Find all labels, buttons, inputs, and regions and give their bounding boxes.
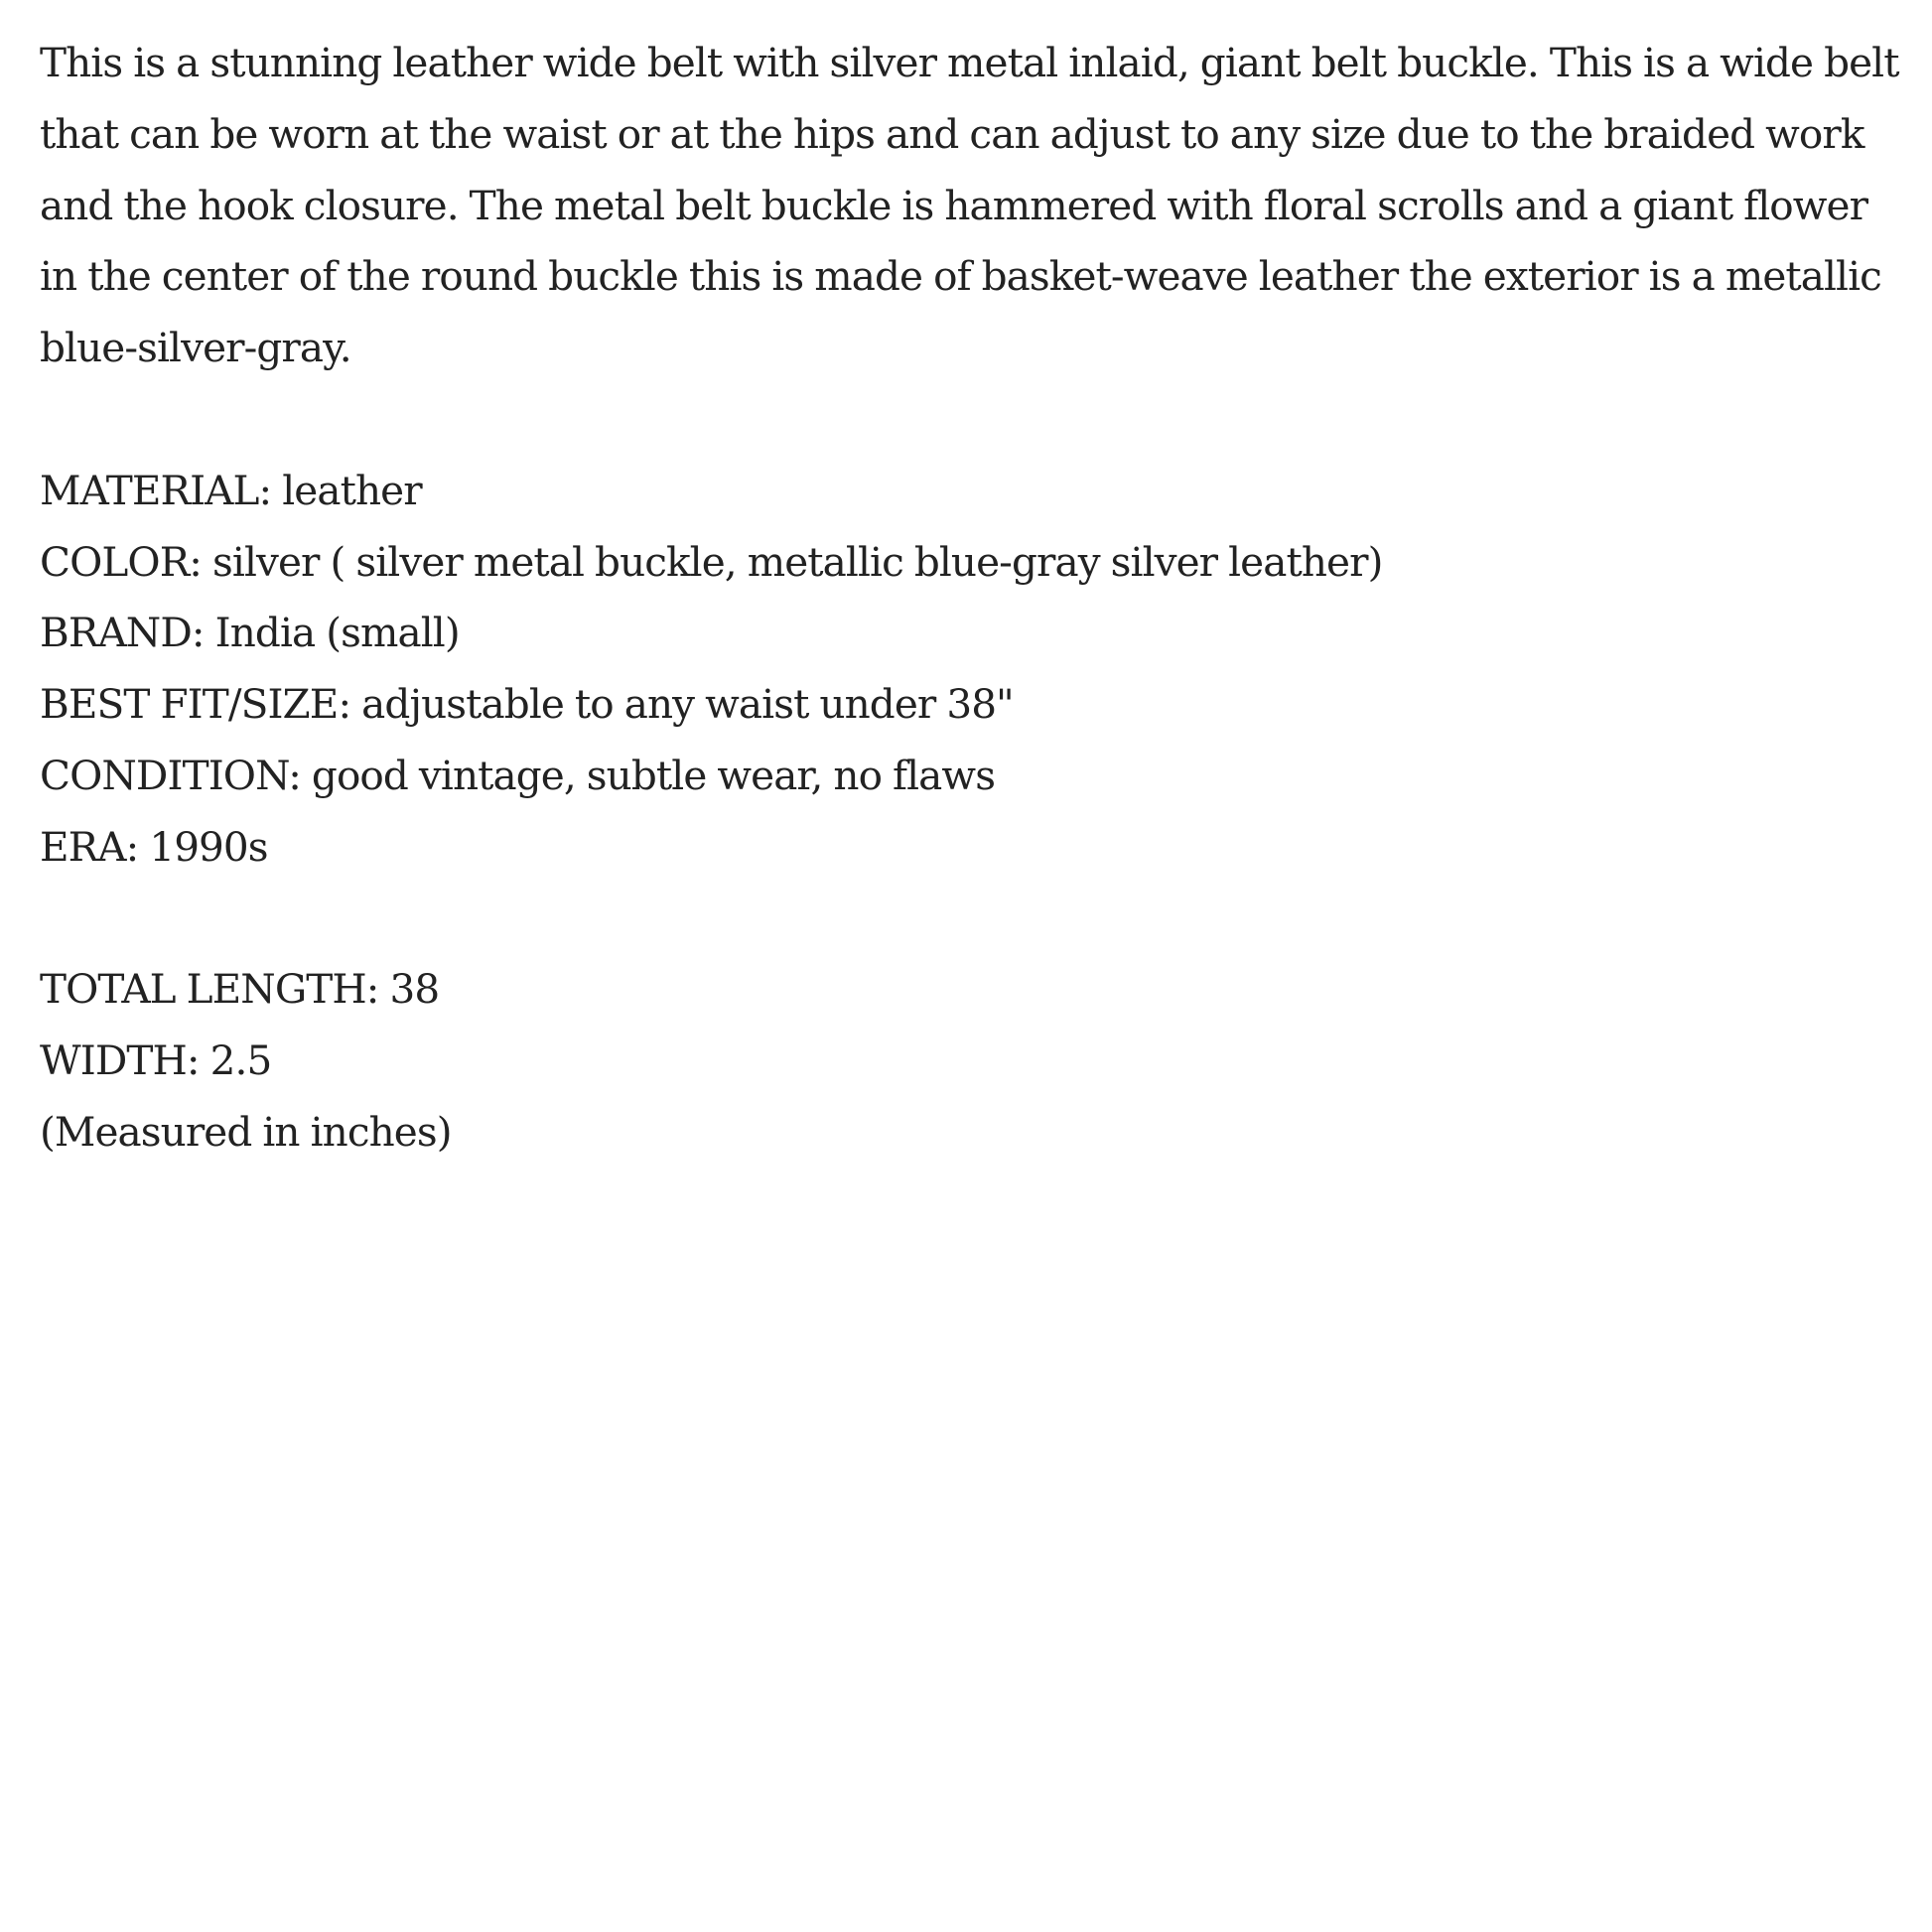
spec-condition: CONDITION: good vintage, subtle wear, no flaws (40, 751, 996, 799)
section-spacer (40, 884, 1906, 955)
spec-material: MATERIAL: leather (40, 466, 422, 514)
spec-fit: BEST FIT/SIZE: adjustable to any waist under 38" (40, 680, 1014, 729)
spec-era: ERA: 1990s (40, 822, 268, 871)
spec-color: COLOR: silver ( silver metal buckle, metallic blue-gray silver leather) (40, 537, 1383, 586)
spec-list (40, 456, 1906, 884)
measurement-list (40, 954, 1906, 1168)
section-spacer (40, 384, 1906, 456)
measurement-width: WIDTH: 2.5 (40, 1036, 272, 1085)
spec-brand: BRAND: India (small) (40, 609, 460, 657)
description-paragraph: This is a stunning leather wide belt with silver metal inlaid, giant belt buckle. This is a wide belt that can be worn at the waist or at the hips and can adjust to any size due to the braided work and the hook closure. The metal belt buckle is hammered with floral scrolls and a giant flower in the center of the round buckle this is made of basket-weave leather the exterior is a metallic blue-silver-gray. (40, 39, 1899, 372)
product-description (40, 28, 1906, 1169)
measurement-unit-note: (Measured in inches) (40, 1107, 452, 1156)
measurement-length: TOTAL LENGTH: 38 (40, 965, 440, 1014)
